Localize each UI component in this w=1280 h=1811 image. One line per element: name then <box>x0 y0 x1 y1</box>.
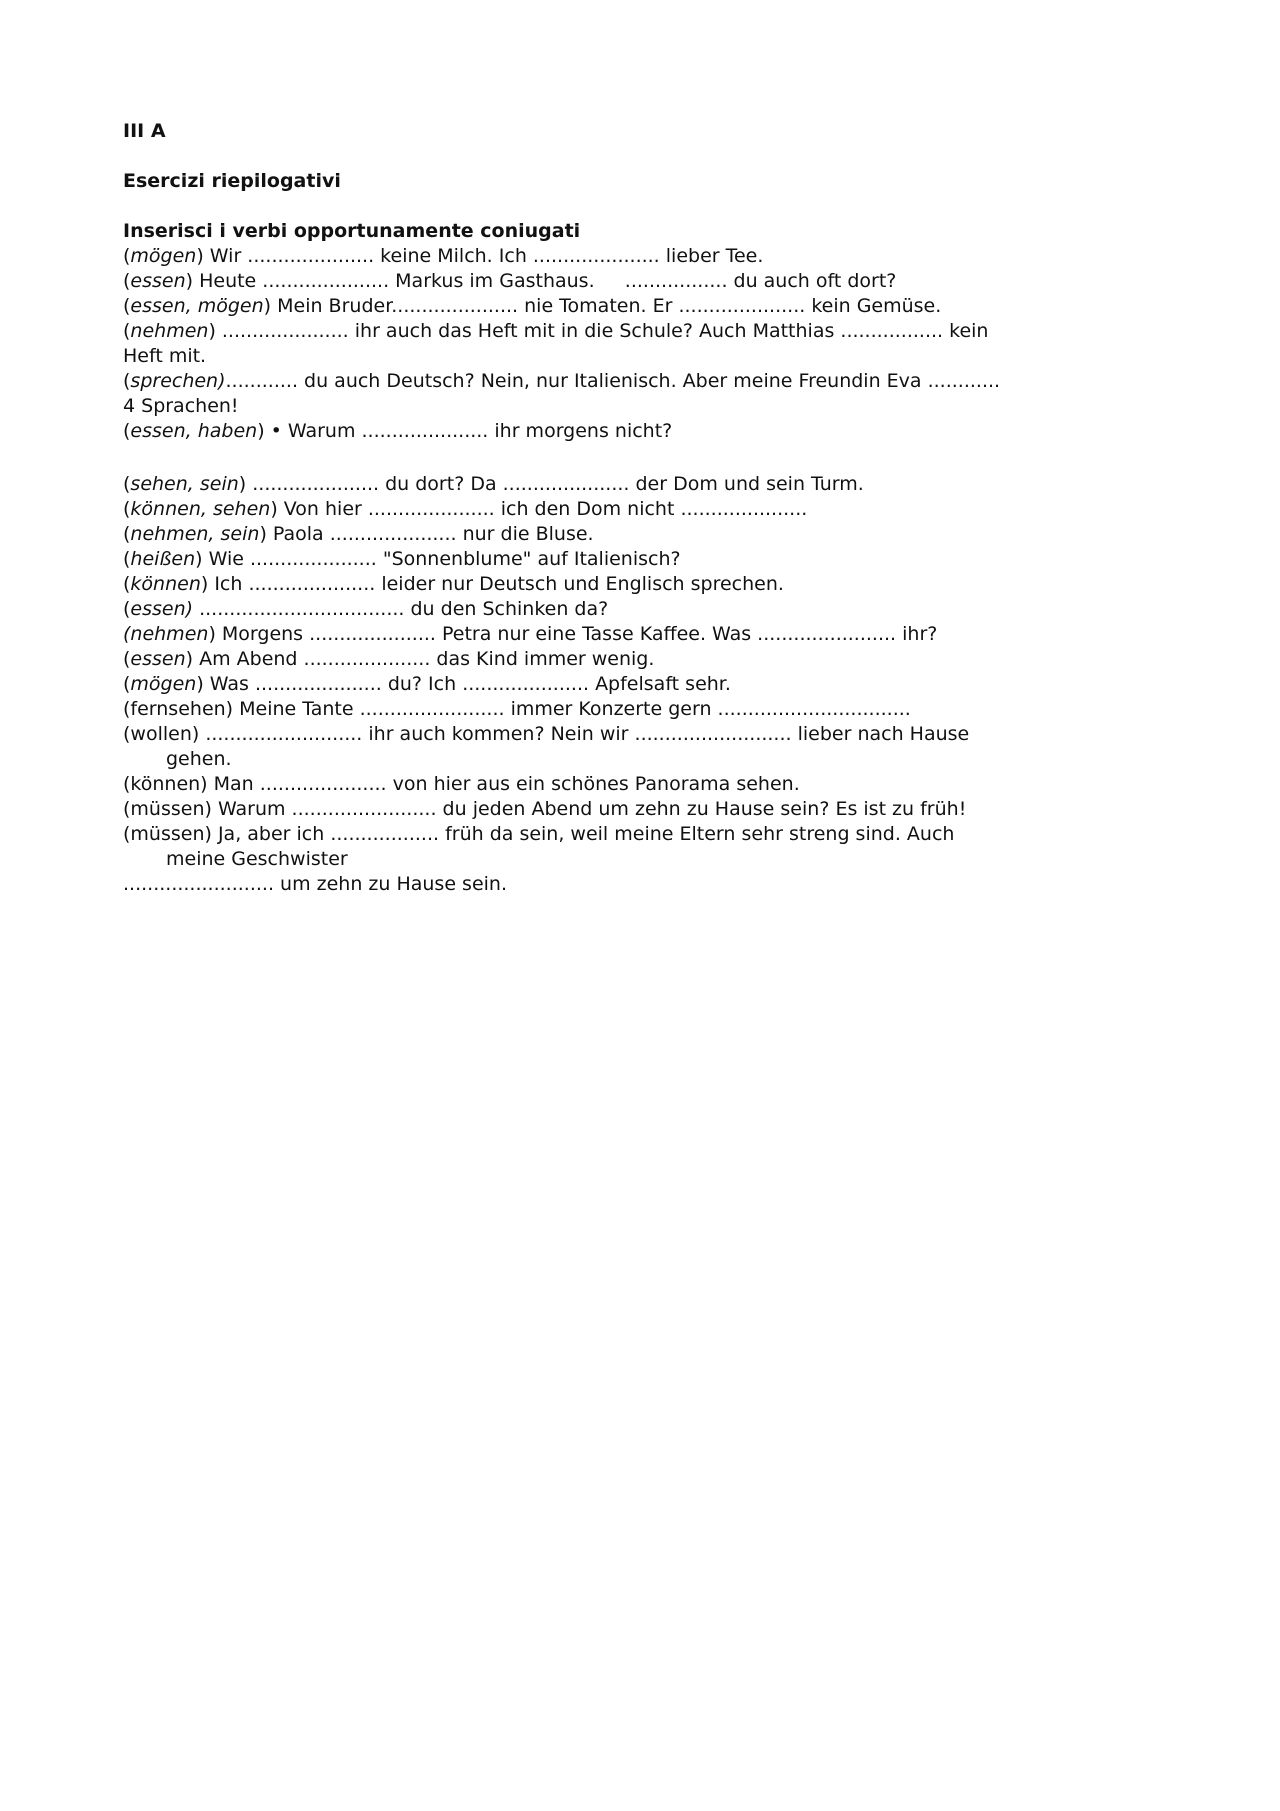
line-prefix: ( <box>123 420 131 442</box>
line-prefix: ( <box>123 548 131 570</box>
verb-hint: sehen, sein <box>130 473 239 495</box>
line-prefix: ( <box>123 320 131 342</box>
verb-hint: nehmen, sein <box>130 523 260 545</box>
exercise-line <box>123 647 1123 672</box>
verb-hint: essen <box>130 648 186 670</box>
exercise-line <box>123 847 1123 872</box>
sentence-text: gehen. <box>166 748 232 770</box>
verb-hint: essen, haben <box>130 420 258 442</box>
sentence-text: ) Mein Bruder..................... nie Tomaten. Er ..................... kein Gemüse. <box>263 295 942 317</box>
exercise-line <box>123 369 1123 394</box>
exercise-line <box>123 319 1123 344</box>
line-prefix: ( <box>123 648 131 670</box>
sentence-text: Heft mit. <box>123 345 207 367</box>
exercise-line <box>123 772 1123 797</box>
verb-hint: mögen <box>130 673 197 695</box>
sentence-text: 4 Sprachen! <box>123 395 239 417</box>
exercise-line <box>123 797 1123 822</box>
verb-hint: nehmen <box>130 320 209 342</box>
exercise-line <box>123 597 1123 622</box>
exercise-line <box>123 419 1123 444</box>
sentence-text: ) ..................... du dort? Da ..................... der Dom und sein Turm. <box>238 473 864 495</box>
sentence-text: ) Wir ..................... keine Milch. Ich ..................... lieber Tee. <box>196 245 764 267</box>
verb-hint: können, sehen <box>130 498 271 520</box>
verb-hint: essen, mögen <box>130 295 264 317</box>
exercise-block-2 <box>123 472 1123 897</box>
block-spacer <box>123 444 1123 472</box>
sentence-text: (müssen) Warum ........................ du jeden Abend um zehn zu Hause sein? Es ist zu früh! <box>123 798 967 820</box>
sentence-text: meine Geschwister <box>166 848 348 870</box>
verb-hint: essen) <box>130 598 194 620</box>
sentence-text: ) Was ..................... du? Ich ..................... Apfelsaft sehr. <box>196 673 731 695</box>
section-label: III A <box>123 120 166 142</box>
sentence-text: ) Von hier ..................... ich den Dom nicht ..................... <box>270 498 808 520</box>
document-page <box>123 119 1123 897</box>
verb-hint: mögen <box>130 245 197 267</box>
verb-hint: (nehmen <box>123 623 209 645</box>
line-prefix: ( <box>123 673 131 695</box>
line-prefix: ( <box>123 245 131 267</box>
verb-hint: können <box>130 573 201 595</box>
exercise-line <box>123 697 1123 722</box>
sentence-text: ) ..................... ihr auch das Heft mit in die Schule? Auch Matthias ................. kein <box>208 320 989 342</box>
exercise-line <box>123 747 1123 772</box>
sentence-text: ............ du auch Deutsch? Nein, nur Italienisch. Aber meine Freundin Eva ............ <box>225 370 1001 392</box>
exercise-instruction: Inserisci i verbi opportunamente coniugati <box>123 220 581 242</box>
verb-hint: sprechen) <box>130 370 226 392</box>
exercise-block-1 <box>123 244 1123 444</box>
sentence-text: (wollen) .......................... ihr auch kommen? Nein wir .......................... lieber nach Hause <box>123 723 970 745</box>
sentence-text: ......................... um zehn zu Hause sein. <box>123 873 508 895</box>
exercise-line <box>123 497 1123 522</box>
exercise-line <box>123 672 1123 697</box>
exercise-line <box>123 244 1123 269</box>
sentence-text: (können) Man ..................... von hier aus ein schönes Panorama sehen. <box>123 773 800 795</box>
exercise-line <box>123 344 1123 369</box>
exercise-line <box>123 294 1123 319</box>
page-title: Esercizi riepilogativi <box>123 170 341 192</box>
sentence-text: (müssen) Ja, aber ich .................. früh da sein, weil meine Eltern sehr streng sind. Auch <box>123 823 955 845</box>
exercise-line <box>123 722 1123 747</box>
exercise-line <box>123 394 1123 419</box>
line-prefix: ( <box>123 498 131 520</box>
line-prefix: ( <box>123 598 131 620</box>
sentence-text: ) Paola ..................... nur die Bluse. <box>259 523 594 545</box>
line-prefix: ( <box>123 573 131 595</box>
exercise-line <box>123 622 1123 647</box>
verb-hint: essen <box>130 270 186 292</box>
line-prefix: ( <box>123 270 131 292</box>
line-prefix: ( <box>123 523 131 545</box>
sentence-text: .................................. du den Schinken da? <box>193 598 609 620</box>
exercise-line <box>123 522 1123 547</box>
line-prefix: ( <box>123 370 131 392</box>
sentence-text: (fernsehen) Meine Tante ........................ immer Konzerte gern ................................ <box>123 698 911 720</box>
exercise-line <box>123 872 1123 897</box>
exercise-line <box>123 822 1123 847</box>
sentence-text: ) Am Abend ..................... das Kind immer wenig. <box>185 648 655 670</box>
sentence-text: ) Ich ..................... leider nur Deutsch und Englisch sprechen. <box>200 573 784 595</box>
exercise-line <box>123 269 1123 294</box>
line-prefix: ( <box>123 473 131 495</box>
exercise-line <box>123 547 1123 572</box>
sentence-text: ) Morgens ..................... Petra nur eine Tasse Kaffee. Was ....................... ihr? <box>208 623 938 645</box>
exercise-line <box>123 572 1123 597</box>
line-prefix: ( <box>123 295 131 317</box>
sentence-text: ) • Warum ..................... ihr morgens nicht? <box>257 420 673 442</box>
sentence-text: ) Wie ..................... "Sonnenblume" auf Italienisch? <box>195 548 681 570</box>
sentence-text: ) Heute ..................... Markus im Gasthaus. ................. du auch oft dort? <box>185 270 897 292</box>
exercise-line <box>123 472 1123 497</box>
verb-hint: heißen <box>130 548 196 570</box>
